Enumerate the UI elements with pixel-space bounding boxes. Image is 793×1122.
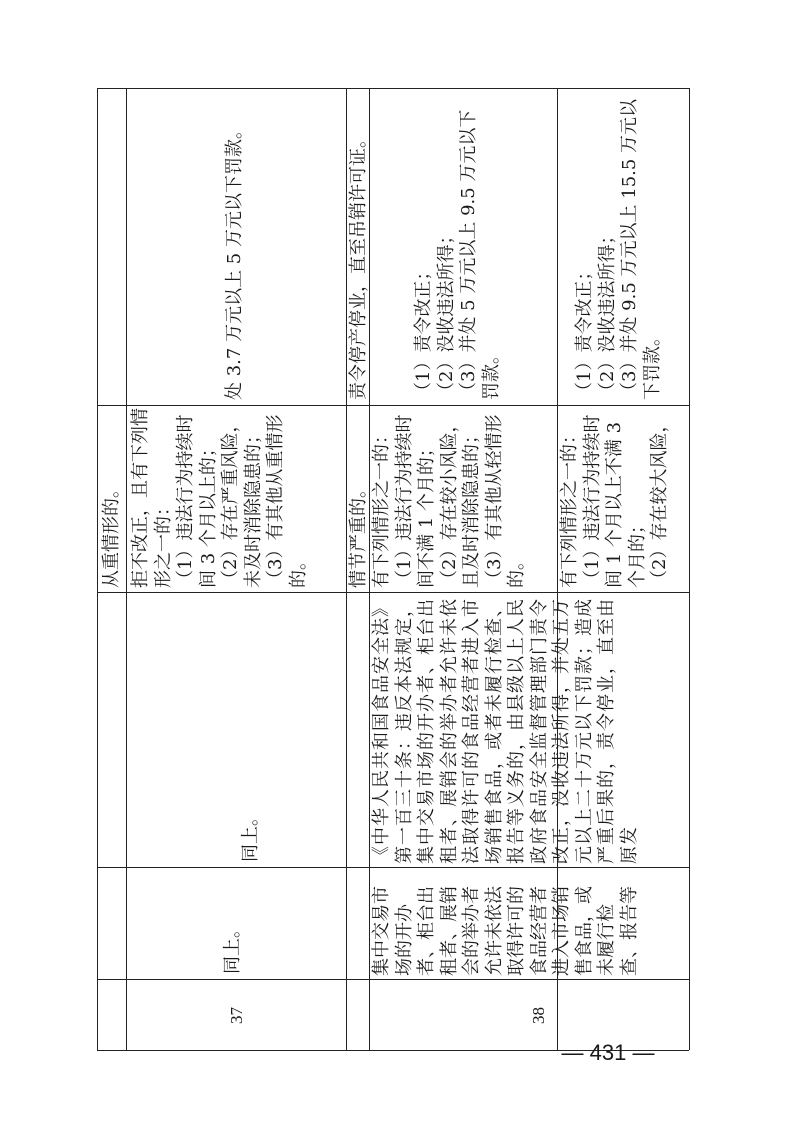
page-number: — 431 —: [561, 1040, 655, 1065]
column-divider: [97, 405, 689, 406]
table-border-left: [97, 88, 98, 1050]
severe-penalty-text: 处 3.7 万元以上 5 万元以下罚款。: [224, 121, 245, 400]
row-divider: [346, 88, 347, 1050]
row-number: 38: [529, 1007, 548, 1024]
row-divider: [126, 88, 127, 1050]
column-divider: [97, 979, 689, 980]
serious-condition-text: 情节严重的。: [348, 480, 369, 588]
light-penalty-text: （1）责令改正； （2）没收违法所得； （3）并处 5 万元以上 9.5 万元以下罚款。: [413, 109, 502, 400]
column-divider: [97, 867, 689, 868]
general-penalty-text: （1）责令改正； （2）没收违法所得； （3）并处 9.5 万元以上 15.5 万元以下罚款。: [574, 98, 663, 400]
row-number: 37: [227, 1007, 246, 1024]
column-divider: [97, 592, 689, 593]
item-text: 集中交易市场的开办者、柜台出租者、展销会的举办者允许未依法取得许可的食品经营者进入市场销售食品，或未履行检查、报告等: [371, 886, 640, 976]
table-border-right: [689, 88, 690, 1050]
ruling-text: 从重情形的。: [101, 480, 122, 588]
legal-basis-text: 同上。: [240, 808, 261, 862]
severe-condition-text: 拒不改正，且有下列情形之一的： （1）违法行为持续时间 3 个月以上的； （2）存在严重风险，未及时消除隐患的； （3）有其他从重情形的。: [130, 408, 309, 588]
item-text: 同上。: [222, 920, 243, 974]
general-condition-text: 有下列情形之一的： （1）违法行为持续时间 1 个月以上不满 3 个月的； （2）存在较大风险，: [559, 414, 670, 588]
table-border-top: [97, 88, 689, 89]
legal-basis-text: 《中华人民共和国食品安全法》第一百三十条：违反本法规定，集中交易市场的开办者、柜台出租者、展销会的举办者允许未依法取得许可的食品经营者进入市场销售食品，或者未履行检查、报告等义务的，由县级以上人民政府食品安全监督管理部门责令改正，没收违法所得，并处五万元以上二十万元以下罚款；造成严重后果的，责令停业，直至由原发: [371, 598, 640, 864]
light-condition-text: 有下列情形之一的： （1）违法行为持续时间不满 1 个月的； （2）存在较小风险，且及时消除隐患的； （3）有其他从轻情形的。: [371, 414, 527, 588]
serious-penalty-text: 责令停产停业，直至吊销许可证。: [348, 130, 369, 400]
